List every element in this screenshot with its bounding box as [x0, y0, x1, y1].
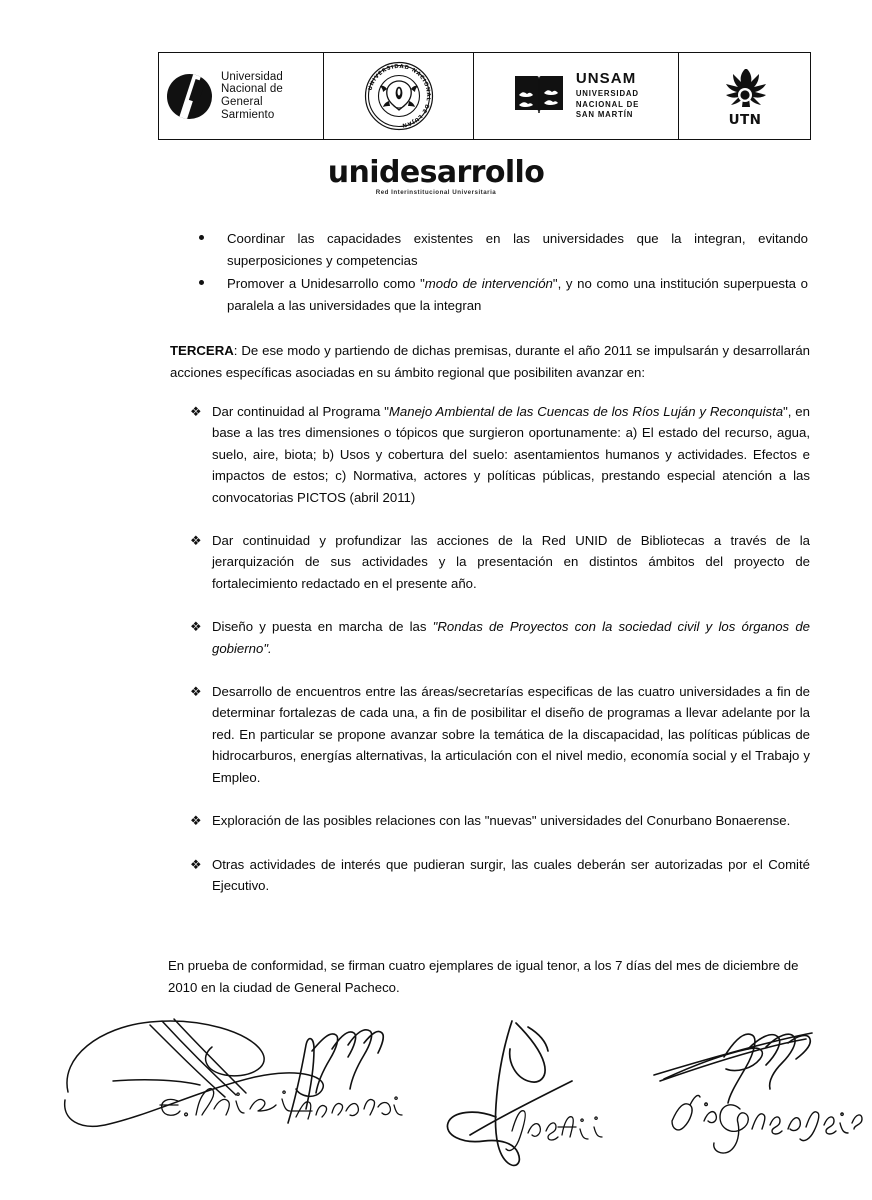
university-logo-table	[158, 52, 811, 140]
action-item	[190, 854, 810, 897]
clause-label: TERCERA	[170, 343, 234, 358]
unidesarrollo-brand	[0, 155, 872, 196]
signature-name-4	[672, 1095, 862, 1153]
action-item-text: Otras actividades de interés que pudieran surgir, las cuales deberán ser autorizadas por el Comité Ejecutivo.	[212, 856, 810, 893]
ungs-line-4: Sarmiento	[221, 108, 275, 121]
bullet-dot-icon	[199, 280, 204, 285]
ungs-line-2: Nacional de	[221, 83, 283, 96]
bullet-dot-icon	[199, 235, 204, 240]
unsam-sub-1: UNIVERSIDAD	[575, 89, 639, 99]
brand-wordmark: unidesarrollo	[327, 155, 545, 190]
open-book-mark-icon	[513, 73, 565, 119]
action-item-text: Exploración de las posibles relaciones con las "nuevas" universidades del Conurbano Bonaerense.	[212, 813, 791, 829]
action-items-list	[190, 401, 810, 896]
signature-name-1	[160, 1089, 290, 1116]
utn-acronym-text: UTN	[728, 112, 761, 127]
ungs-line-1: Universidad	[221, 70, 283, 83]
action-item-text: Diseño y puesta en marcha de las "Rondas de Proyectos con la sociedad civil y los órganos de gobierno".	[212, 619, 810, 656]
diamond-bullet-icon: ❖	[190, 533, 202, 549]
ungs-circle-mark-icon	[167, 74, 212, 119]
diamond-bullet-icon: ❖	[190, 684, 202, 700]
diamond-bullet-icon: ❖	[190, 404, 202, 419]
unsam-acronym: UNSAM	[575, 70, 637, 88]
utn-sun-mark-icon	[715, 65, 775, 127]
ungs-name-text	[221, 71, 283, 121]
unsam-subtitle	[576, 89, 639, 121]
list-item	[196, 228, 808, 271]
action-item	[190, 681, 810, 788]
clause-tercera	[170, 340, 810, 384]
signature-stroke-2	[288, 1030, 383, 1123]
diamond-bullet-icon: ❖	[190, 619, 202, 635]
diamond-bullet-icon: ❖	[190, 813, 202, 829]
signature-stroke-3	[447, 1021, 572, 1165]
brand-subtitle: Red Interinstitucional Universitaria	[375, 189, 497, 196]
action-item-text: Dar continuidad al Programa "Manejo Ambiental de las Cuencas de los Ríos Luján y Reconquista", en base a las tres dimensiones o tópicos que surgieron oportunamente: a) El estado del recurso, agua, suelo, aire, biota; b) Usos y cobertura del suelo: asentamientos humanos y actividades. Efectos e impactos de estos; c) Normativa, actores y políticas públicas, prestando especial atención a las convocatorias PICTOS (abril 2011)	[212, 404, 810, 505]
logo-cell-utn	[679, 53, 810, 139]
intro-bullet-text-2: Promover a Unidesarrollo como "modo de intervención", y no como una institución superpuesta o paralela a las universidades que la integran	[227, 276, 808, 313]
signature-stroke-4	[654, 1033, 812, 1103]
list-item	[196, 273, 808, 316]
clause-text: De ese modo y partiendo de dichas premisas, durante el año 2011 se impulsarán y desarrollarán acciones específicas asociadas en su ámbito regional que posibiliten avanzar en:	[170, 343, 810, 380]
logo-cell-unsam	[474, 53, 679, 139]
logo-cell-unlu	[324, 53, 474, 139]
signature-stroke-1	[65, 1019, 324, 1126]
unsam-name-block	[576, 71, 639, 121]
signature-name-3	[506, 1111, 602, 1151]
action-item-text: Desarrollo de encuentros entre las áreas/secretarías especificas de las cuatro universidades a fin de determinar fortalezas de cada una, a fin de posibilitar el diseño de programas a llevar adelante por la red. En particular se propone avanzar sobre la temática de la discapacidad, las políticas públicas de hidrocarburos, energías alternativas, la articulación con el nivel medio, economía social y el Trabajo y Empleo.	[212, 684, 810, 785]
action-item	[190, 530, 810, 594]
action-item	[190, 616, 810, 659]
closing-paragraph: En prueba de conformidad, se firman cuatro ejemplares de igual tenor, a los 7 días del mes de diciembre de 2010 en la ciudad de General Pacheco.	[168, 958, 799, 995]
intro-bullet-text-1: Coordinar las capacidades existentes en las universidades que la integran, evitando superposiciones y competencias	[227, 231, 808, 268]
action-item	[190, 810, 810, 831]
svg-text:UNIVERSIDAD NACIONAL DE LUJAN: UNIVERSIDAD NACIONAL DE LUJAN	[367, 63, 431, 128]
action-item-text: Dar continuidad y profundizar las acciones de la Red UNID de Bibliotecas a través de la jerarquización de sus actividades y la presentación en distintos ámbitos del proyecto de fortalecimiento redactado en el presente año.	[212, 533, 810, 591]
unsam-sub-3: SAN MARTÍN	[575, 110, 634, 120]
unsam-sub-2: NACIONAL DE	[575, 99, 640, 109]
diamond-bullet-icon: ❖	[190, 856, 202, 872]
clause-separator: :	[233, 343, 238, 358]
ungs-line-3: General	[221, 96, 263, 108]
signature-block	[0, 1005, 872, 1190]
intro-bullet-list	[196, 228, 808, 318]
logo-cell-ungs	[159, 53, 324, 139]
action-item	[190, 401, 810, 508]
unlu-circular-seal-icon	[363, 60, 435, 132]
